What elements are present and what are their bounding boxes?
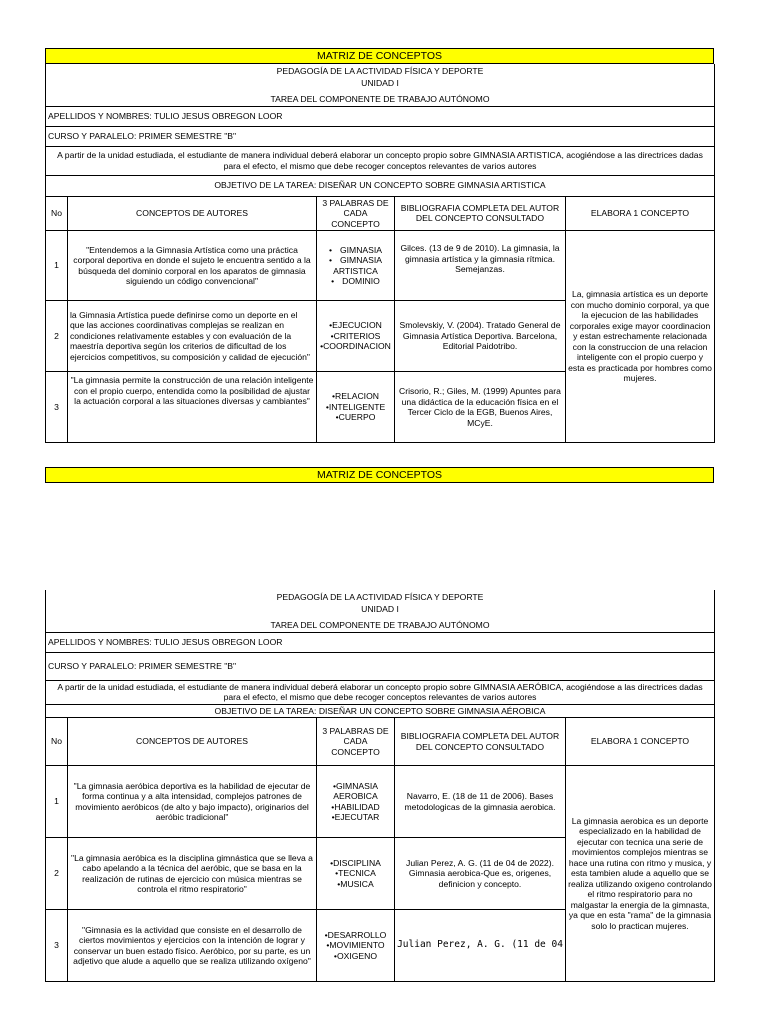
row-number: 1 <box>46 766 68 838</box>
key-word: • DOMINIO <box>319 276 392 287</box>
own-concept: La, gimnasia artística es un deporte con mucho dominio corporal, ya que la ejecucion de las habilidades corporales exige mayor coordinacion y estan estrechamente relacionada con la construccion de una relacion inteligente con el propio cuerpo y esta es practicada por hombres como mujeres. <box>566 231 715 443</box>
key-word: • INTELIGENTE <box>319 402 392 413</box>
course-name: PEDAGOGÍA DE LA ACTIVIDAD FÍSICA Y DEPORTE <box>276 65 484 76</box>
own-concept: La gimnasia aerobica es un deporte especializado en la habilidad de ejecutar con tecnica una serie de movimientos complejos mientras se hace una rutina con ritmo y musica, y esta tambien alude a aquello que se realiza utilizando oxigeno controlando el ritmo respiratorio para no malgastar la energia de la gimnasta, ya que en esta "rama" de la gimnasia solo lo practican mujeres. <box>566 766 715 982</box>
course-section: CURSO Y PARALELO: PRIMER SEMESTRE "B" <box>46 652 715 680</box>
key-word: • CUERPO <box>319 412 392 423</box>
student-name: APELLIDOS Y NOMBRES: TULIO JESUS OBREGON LOOR <box>46 632 715 652</box>
course-section: CURSO Y PARALELO: PRIMER SEMESTRE "B" <box>46 126 715 146</box>
col-header-words: 3 PALABRAS DE CADA CONCEPTO <box>317 196 395 231</box>
key-words <box>317 301 395 372</box>
row-number: 1 <box>46 231 68 301</box>
matrix-aerobica-banner <box>45 467 714 483</box>
key-word: • GIMNASIA AEROBICA <box>319 781 392 802</box>
instruction-text: A partir de la unidad estudiada, el estudiante de manera individual deberá elaborar un concepto propio sobre GIMNASIA ARTISTICA, acogiéndose a las directrices dadas para el efecto, el mismo que debe recoger conceptos relevantes de varios autores <box>46 146 715 175</box>
key-word: • GIMNASIA <box>319 245 392 256</box>
key-word: • EJECUTAR <box>319 812 392 823</box>
key-word: • RELACION <box>319 391 392 402</box>
key-word: • DESARROLLO <box>319 930 392 941</box>
col-header-own-concept: ELABORA 1 CONCEPTO <box>566 196 715 231</box>
key-word: • EJECUCION <box>319 320 392 331</box>
matrix-banner: MATRIZ DE CONCEPTOS <box>45 48 714 64</box>
row-number: 3 <box>46 372 68 443</box>
col-header-bibliography: BIBLIOGRAFIA COMPLETA DEL AUTOR DEL CONCEPTO CONSULTADO <box>395 196 566 231</box>
key-word: • CRITERIOS <box>319 331 392 342</box>
table-row <box>46 231 715 301</box>
unit-label: UNIDAD I <box>361 604 399 614</box>
row-number: 2 <box>46 838 68 910</box>
col-header-concepts: CONCEPTOS DE AUTORES <box>68 196 317 231</box>
author-concept: "La gimnasia aeróbica deportiva es la habilidad de ejecutar de forma continua y a alta intensidad, complejos patrones de movimiento aeróbicos (de alto y bajo impacto), originarios del aeróbic tradicional" <box>68 766 317 838</box>
bibliography: Crisorio, R.; Giles, M. (1999) Apuntes para una didáctica de la educación física en el Tercer Ciclo de la EGB, Buenos Aires, MCyE. <box>395 372 566 443</box>
instruction-text: A partir de la unidad estudiada, el estudiante de manera individual deberá elaborar un concepto propio sobre GIMNASIA AERÓBICA, acogiéndose a las directrices dadas para el efecto, el mismo que debe recoger conceptos relevantes de varios autores <box>46 680 715 704</box>
row-number: 3 <box>46 910 68 982</box>
key-word: • COORDINACION <box>319 341 392 352</box>
task-label: TAREA DEL COMPONENTE DE TRABAJO AUTÓNOMO <box>270 93 490 104</box>
concept-matrix-table <box>45 64 715 443</box>
key-words <box>317 766 395 838</box>
col-header-own-concept: ELABORA 1 CONCEPTO <box>566 718 715 766</box>
course-header <box>46 590 715 632</box>
key-word: • DISCIPLINA <box>319 858 392 869</box>
key-word: • HABILIDAD <box>319 802 392 813</box>
matrix-aerobica <box>45 590 714 982</box>
key-word: • MOVIMIENTO <box>319 940 392 951</box>
author-concept: "Entendemos a la Gimnasia Artística como una práctica corporal deportiva en donde el sujeto le encuentra sentido a la búsqueda del dominio corporal en los aparatos de gimnasia siguiendo un código convencional" <box>68 231 317 301</box>
bibliography: Julian Perez, A. G. (11 de 04 de 2022). Gimnasia aerobica-Que es, origenes, definicion y concepto. <box>395 838 566 910</box>
key-words <box>317 372 395 443</box>
col-header-bibliography: BIBLIOGRAFIA COMPLETA DEL AUTOR DEL CONCEPTO CONSULTADO <box>395 718 566 766</box>
author-concept: "La gimnasia aeróbica es la disciplina gimnástica que se lleva a cabo apelando a la técnica del aeróbic, que se basa en la realización de rutinas de ejercicio con música mientras se controla el ritmo respiratorio" <box>68 838 317 910</box>
author-concept: "La gimnasia permite la construcción de una relación inteligente con el propio cuerpo, entendida como la posibilidad de ajustar la actuación corporal a las situaciones diversas y cambiantes" <box>68 372 317 443</box>
task-label: TAREA DEL COMPONENTE DE TRABAJO AUTÓNOMO <box>270 619 490 630</box>
key-words <box>317 838 395 910</box>
col-header-no: No <box>46 718 68 766</box>
table-row <box>46 766 715 838</box>
bibliography: Navarro, E. (18 de 11 de 2006). Bases metodologicas de la gimnasia aerobica. <box>395 766 566 838</box>
col-header-concepts: CONCEPTOS DE AUTORES <box>68 718 317 766</box>
task-objective: OBJETIVO DE LA TAREA: DISEÑAR UN CONCEPTO SOBRE GIMNASIA ARTISTICA <box>46 175 715 196</box>
row-number: 2 <box>46 301 68 372</box>
unit-label: UNIDAD I <box>361 78 399 88</box>
author-concept: la Gimnasia Artística puede definirse como un deporte en el que las acciones coordinativas complejas se realizan en condiciones relativamente estables y con evaluación de la maestría deportiva según los criterios de dificultad de los ejercicios competitivos, su composición y calidad de ejecución" <box>68 301 317 372</box>
key-word: • OXIGENO <box>319 951 392 962</box>
col-header-words: 3 PALABRAS DE CADA CONCEPTO <box>317 718 395 766</box>
key-words <box>317 910 395 982</box>
student-name: APELLIDOS Y NOMBRES: TULIO JESUS OBREGON LOOR <box>46 106 715 126</box>
key-word: • TECNICA <box>319 868 392 879</box>
key-words <box>317 231 395 301</box>
bibliography: Smolevskiy, V. (2004). Tratado General de Gimnasia Artística Deportiva. Barcelona, Editorial Paidotribo. <box>395 301 566 372</box>
matrix-artistica <box>45 48 714 443</box>
bibliography: Julian Perez, A. G. (11 de 04 <box>395 910 566 982</box>
course-name: PEDAGOGÍA DE LA ACTIVIDAD FÍSICA Y DEPORTE <box>276 591 484 602</box>
task-objective: OBJETIVO DE LA TAREA: DISEÑAR UN CONCEPTO SOBRE GIMNASIA AÉROBICA <box>46 704 715 718</box>
key-word: • GIMNASIA ARTISTICA <box>319 255 392 276</box>
col-header-no: No <box>46 196 68 231</box>
course-header <box>46 64 715 106</box>
author-concept: "Gimnasia es la actividad que consiste en el desarrollo de ciertos movimientos y ejercicios con la intención de lograr y conservar un buen estado físico. Aeróbico, por su parte, es un adjetivo que alude a aquello que se realiza utilizando oxígeno" <box>68 910 317 982</box>
concept-matrix-table <box>45 590 715 982</box>
bibliography: Gilces. (13 de 9 de 2010). La gimnasia, la gimnasia artística y la gimnasia rítmica. Semejanzas. <box>395 231 566 301</box>
matrix-banner: MATRIZ DE CONCEPTOS <box>45 467 714 483</box>
key-word: • MUSICA <box>319 879 392 890</box>
